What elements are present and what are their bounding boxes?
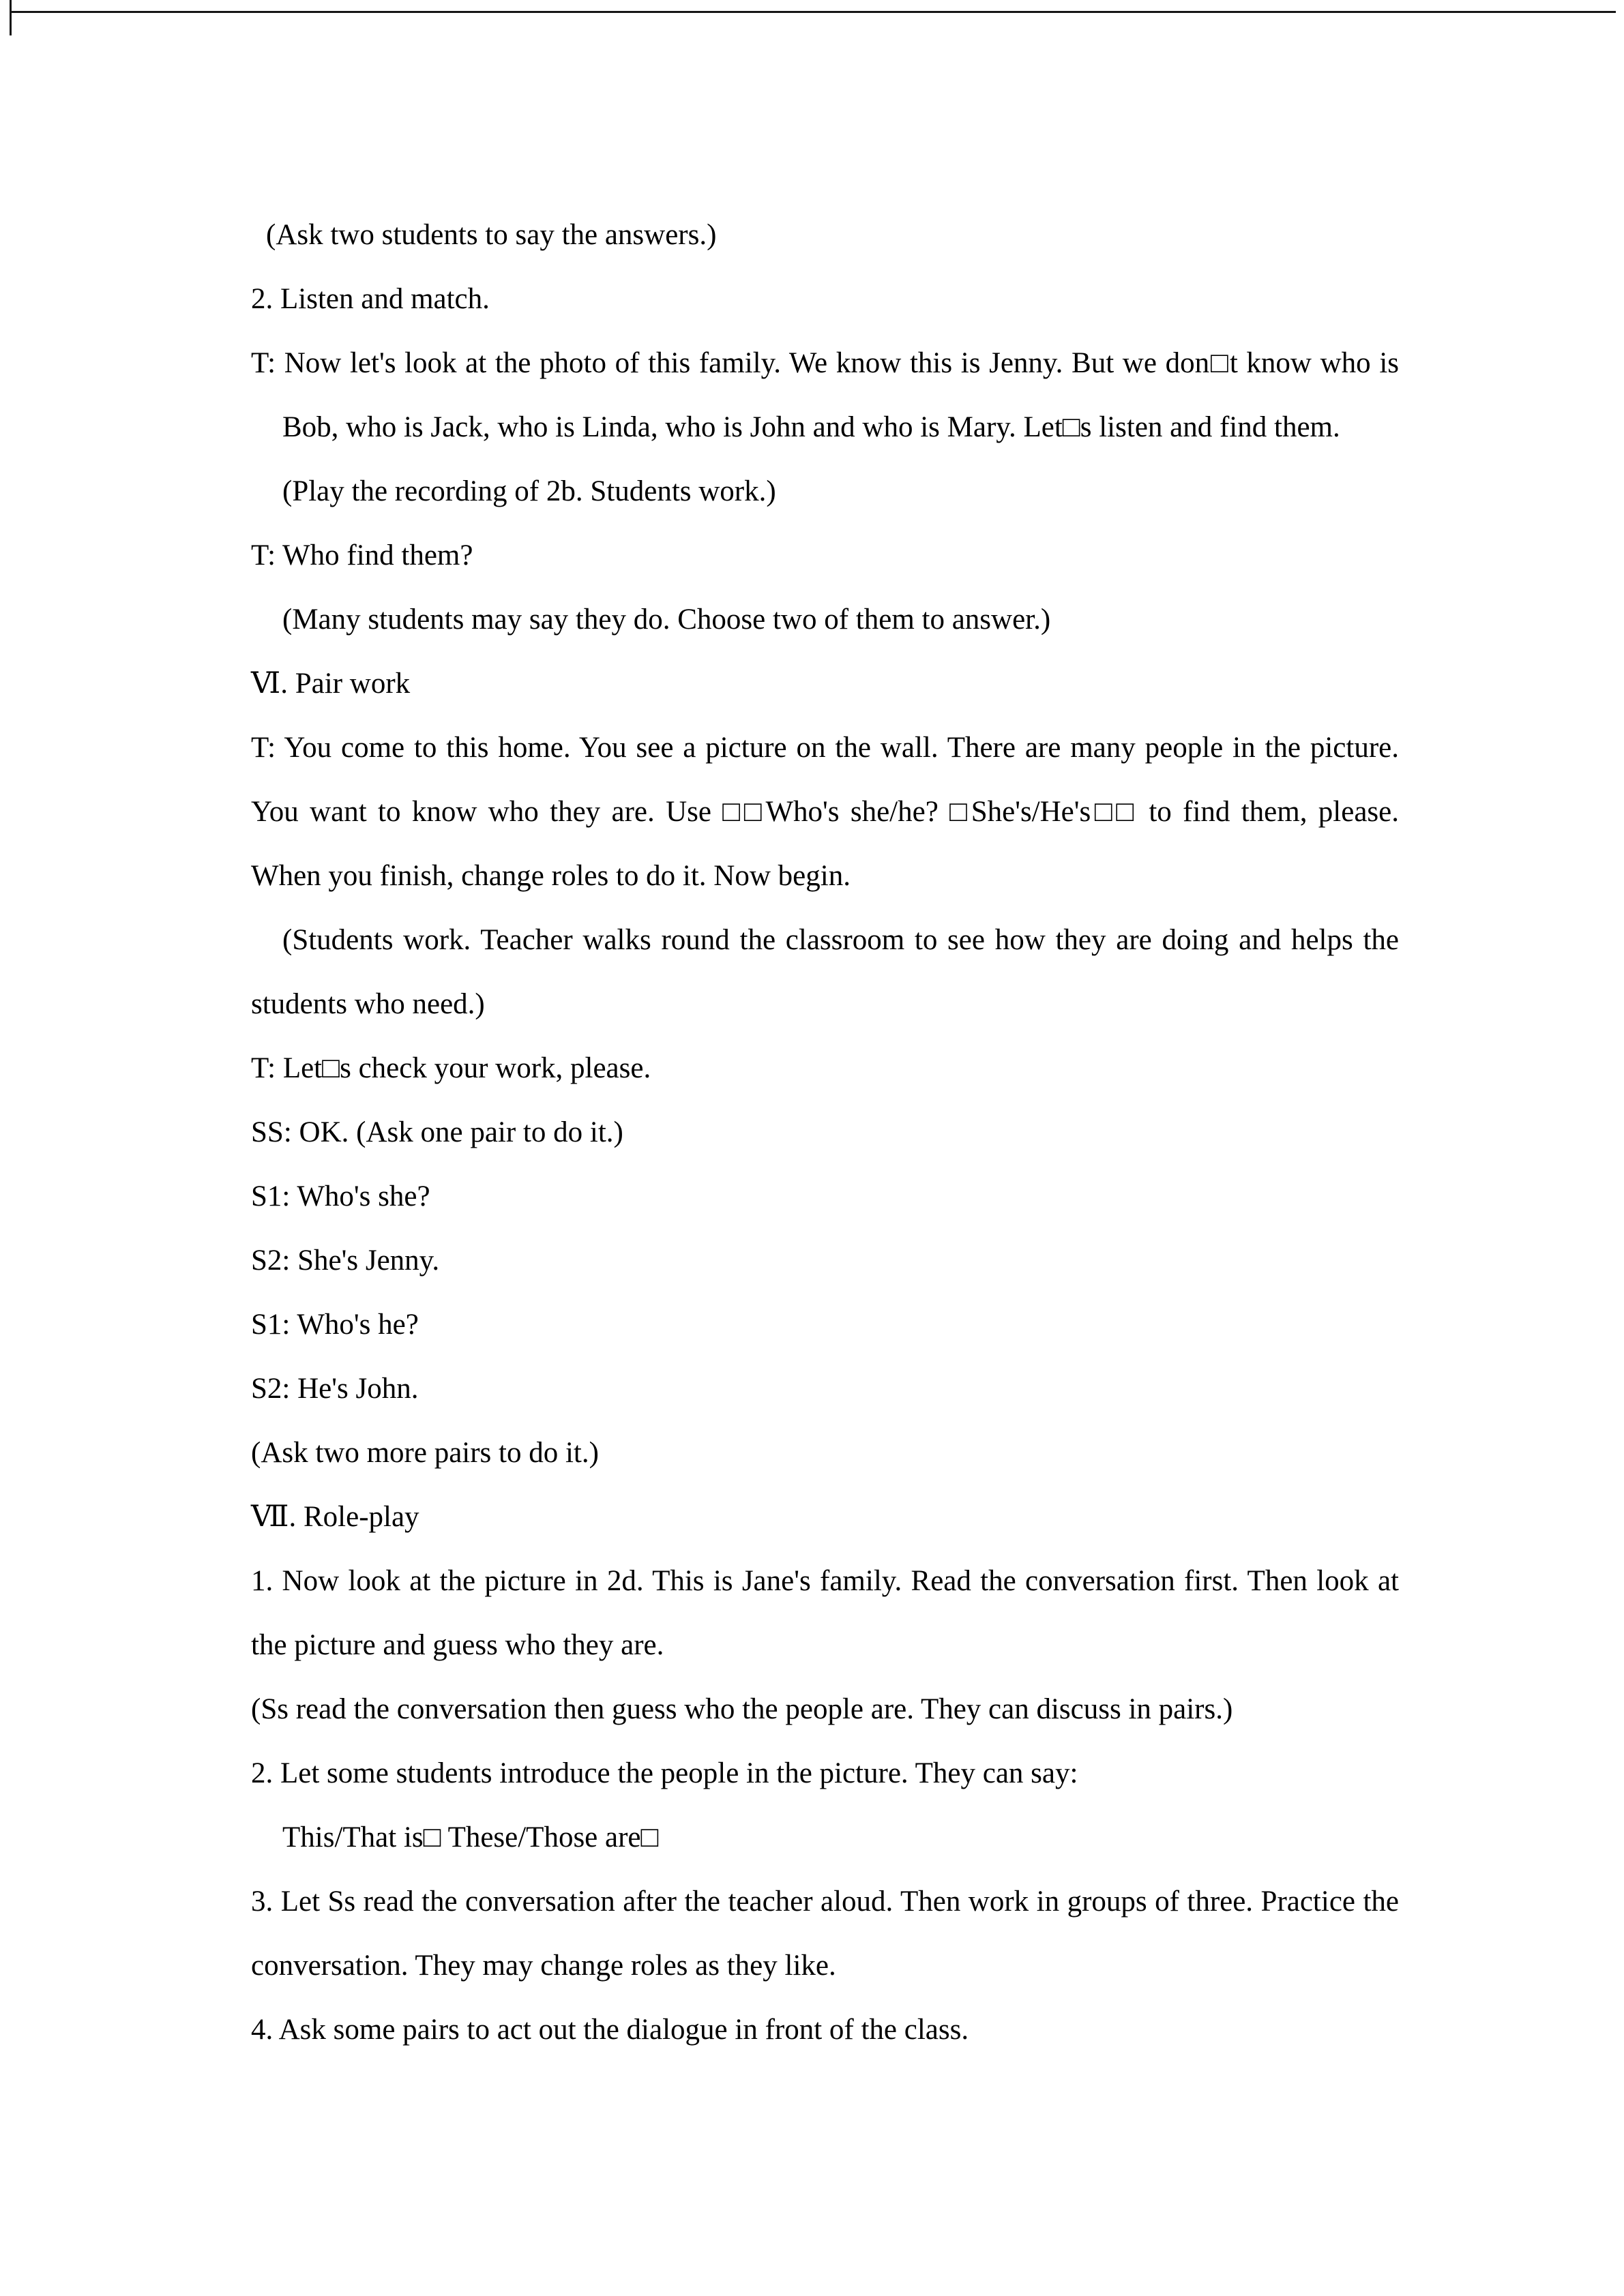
step-3-read-aloud-groups: 3. Let Ss read the conversation after the teacher aloud. Then work in groups of three. Practice the conversation. They may change roles as they like. (251, 1885, 1399, 1982)
student2-line-hes-john: S2: He's John. (251, 1373, 419, 1405)
step-1-look-at-picture-2d: 1. Now look at the picture in 2d. This is Jane's family. Read the conversation first. Then look at the picture and guess who they are. (251, 1565, 1399, 1661)
teacher-line-come-to-this-home: T: You come to this home. You see a picture on the wall. There are many people in the picture. You want to know who they are. Use □□Who's she/he? □She's/He's□□ to find them, please. When you finish, change roles to do it. Now begin. (251, 732, 1399, 892)
student1-line-whos-he: S1: Who's he? (251, 1309, 419, 1341)
section-heading-pair-work: Ⅵ. Pair work (251, 668, 411, 700)
page-edge-top-line (10, 11, 1616, 13)
stage-direction-two-more-pairs: (Ask two more pairs to do it.) (251, 1437, 599, 1469)
step-2-introduce-people: 2. Let some students introduce the people in the picture. They can say: (251, 1757, 1078, 1789)
example-sentence-this-that: This/That is□ These/Those are□ (282, 1821, 659, 1853)
list-item-listen-and-match: 2. Listen and match. (251, 283, 490, 315)
teacher-line-who-find-them: T: Who find them? (251, 539, 473, 571)
student1-line-whos-she: S1: Who's she? (251, 1180, 430, 1212)
stage-direction-ss-read-conversation: (Ss read the conversation then guess who the people are. They can discuss in pairs.) (251, 1693, 1233, 1725)
teacher-line-check-your-work: T: Let□s check your work, please. (251, 1052, 651, 1084)
teacher-line-look-at-photo: T: Now let's look at the photo of this family. We know this is Jenny. But we don□t know who is Bob, who is Jack, who is Linda, who is John and who is Mary. Let□s listen and find them. (251, 347, 1399, 443)
stage-direction-ask-two-students: (Ask two students to say the answers.) (266, 219, 717, 251)
document-body (251, 203, 1399, 2062)
student2-line-shes-jenny: S2: She's Jenny. (251, 1244, 440, 1277)
section-heading-role-play: Ⅶ. Role-play (251, 1501, 419, 1533)
stage-direction-play-recording: (Play the recording of 2b. Students work.) (282, 475, 776, 507)
step-4-act-out-dialogue: 4. Ask some pairs to act out the dialogue in front of the class. (251, 2014, 969, 2046)
page-edge-left-line (10, 0, 12, 35)
students-line-ok: SS: OK. (Ask one pair to do it.) (251, 1116, 623, 1148)
stage-direction-students-work: (Students work. Teacher walks round the classroom to see how they are doing and helps the students who need.) (251, 924, 1399, 1020)
stage-direction-choose-two: (Many students may say they do. Choose two of them to answer.) (282, 603, 1051, 636)
